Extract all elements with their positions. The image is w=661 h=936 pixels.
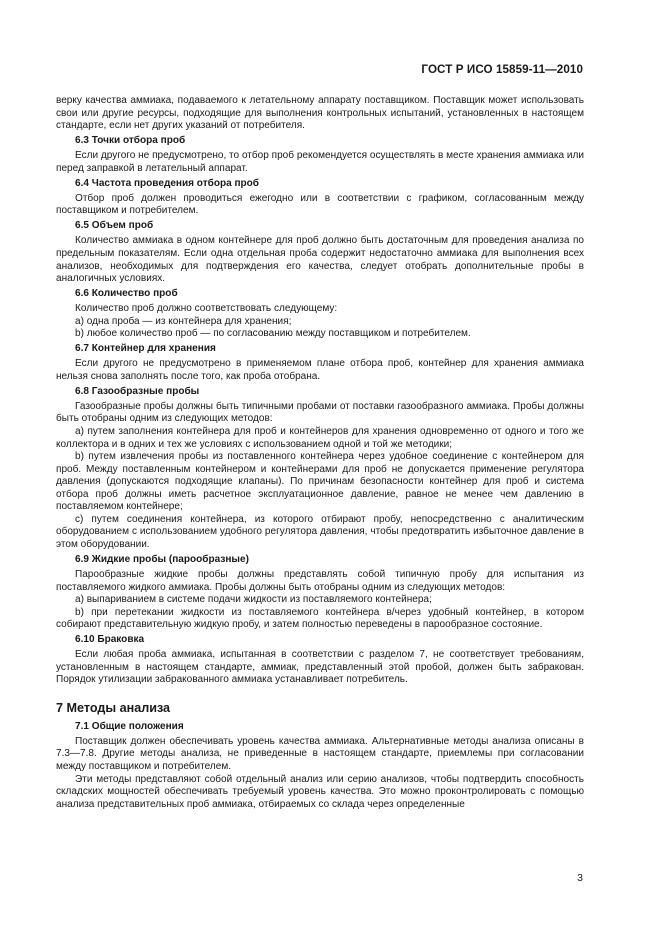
section-6-9-item-a: а) выпариванием в системе подачи жидкости из поставляемого контейнера; <box>75 594 432 606</box>
section-6-6-title: 6.6 Количество проб <box>75 288 178 300</box>
section-6-8-paragraph: Газообразные пробы должны быть типичными пробами от поставки газообразного аммиака. Пробы должны быть отобраны одним из следующих методов: <box>56 400 584 425</box>
section-6-7-paragraph: Если другого не предусмотрено в применяемом плане отбора проб, контейнер для хранения аммиака нельзя снова заполнять после того, как проба отобрана. <box>56 358 584 382</box>
section-6-5-title: 6.5 Объем проб <box>75 220 154 232</box>
page-content <box>56 95 584 811</box>
section-6-7-title: 6.7 Контейнер для хранения <box>75 343 216 355</box>
section-6-5-paragraph: Количество аммиака в одном контейнере для проб должно быть достаточным для проведения анализа по предельным показателям. Если одна отдельная проба содержит недостаточно аммиака для выполнения всех анализов, необходимых для подтверждения его качества, следует отобрать дополнительные пробы в аналогичных условиях. <box>56 235 584 285</box>
section-6-8-item-a: а) путем заполнения контейнера для проб и контейнеров для хранения одновременно от одного и того же коллектора и в одних и тех же условиях с использованием одной и той же методики; <box>56 426 584 450</box>
section-6-10-paragraph: Если любая проба аммиака, испытанная в соответствии с разделом 7, не соответствует требованиям, установленным в настоящем стандарте, аммиак, представленный этой пробой, должен быть забракован. Порядок утилизации забракованного аммиака устанавливает потребитель. <box>56 649 584 686</box>
section-6-9-title: 6.9 Жидкие пробы (парообразные) <box>75 554 249 566</box>
section-6-9-item-b: b) при перетекании жидкости из поставляемого контейнера в/через удобный контейнер, в котором собирают представительную жидкую пробу, и затем полностью переведены в парообразное состояние. <box>56 606 584 631</box>
section-6-4-title: 6.4 Частота проведения отбора проб <box>75 177 260 189</box>
section-7-title: 7 Методы анализа <box>56 700 171 715</box>
section-7-1-title: 7.1 Общие положения <box>75 720 184 732</box>
section-6-6-item-b: b) любое количество проб — по согласованию между поставщиком и потребителем. <box>75 328 471 340</box>
section-6-8-title: 6.8 Газообразные пробы <box>75 386 200 397</box>
section-7-1-paragraph-2: Эти методы представляют собой отдельный анализ или серию анализов, чтобы подтвердить способность складских мощностей обеспечивать требуемый уровень качества. Это можно проконтролировать с помощью анализа представительных проб аммиака, отбираемых со склада через определенные <box>56 773 584 810</box>
document-code-header: ГОСТ Р ИСО 15859-11—2010 <box>421 63 583 76</box>
section-6-8-item-b: b) путем извлечения пробы из поставленного контейнера через удобное соединение с контейнером для проб. Между поставленным контейнером и контейнерами для проб не допускается применение регулятора давления (допускаются подходящие клапаны). По причинам безопасности контейнер для проб и система отбора проб должны иметь расчетное эксплуатационное давление, равное не менее чем давлению в поставляемом контейнере; <box>56 451 584 513</box>
section-6-6-paragraph: Количество проб должно соответствовать следующему: <box>75 303 338 315</box>
section-6-10-title: 6.10 Браковка <box>75 634 145 646</box>
section-7-1-paragraph-1: Поставщик должен обеспечивать уровень качества аммиака. Альтернативные методы анализа описаны в 7.3—7.8. Другие методы анализа, не приведенные в настоящем стандарте, приемлемы при согласовании между поставщиком и потребителем. <box>56 735 584 772</box>
section-6-6-item-a: а) одна проба — из контейнера для хранения; <box>75 315 292 327</box>
section-6-3-paragraph: Если другого не предусмотрено, то отбор проб рекомендуется осуществлять в месте хранения аммиака или перед заправкой в летательный аппарат. <box>56 150 584 174</box>
section-6-4-paragraph: Отбор проб должен проводиться ежегодно или в соответствии с графиком, согласованным между поставщиком и потребителем. <box>56 192 584 217</box>
section-6-3-title: 6.3 Точки отбора проб <box>75 135 186 147</box>
page-number: 3 <box>577 872 583 884</box>
section-6-9-paragraph: Парообразные жидкие пробы должны представлять собой типичную пробу для испытания из поставляемого жидкого аммиака. Пробы должны быть отобраны одним из следующих методов: <box>56 569 584 593</box>
intro-paragraph: верку качества аммиака, подаваемого к летательному аппарату поставщиком. Поставщик может использовать свои или другие ресурсы, подходящие для выполнения контрольных испытаний, установленных в настоящем стандарте, если нет других указаний от потребителя. <box>56 95 584 132</box>
section-6-8-item-c: с) путем соединения контейнера, из которого отбирают пробу, непосредственно с аналитическим оборудованием с использованием удобного регулятора давления, чтобы предотвратить избыточное давление в этом оборудовании. <box>56 513 584 550</box>
